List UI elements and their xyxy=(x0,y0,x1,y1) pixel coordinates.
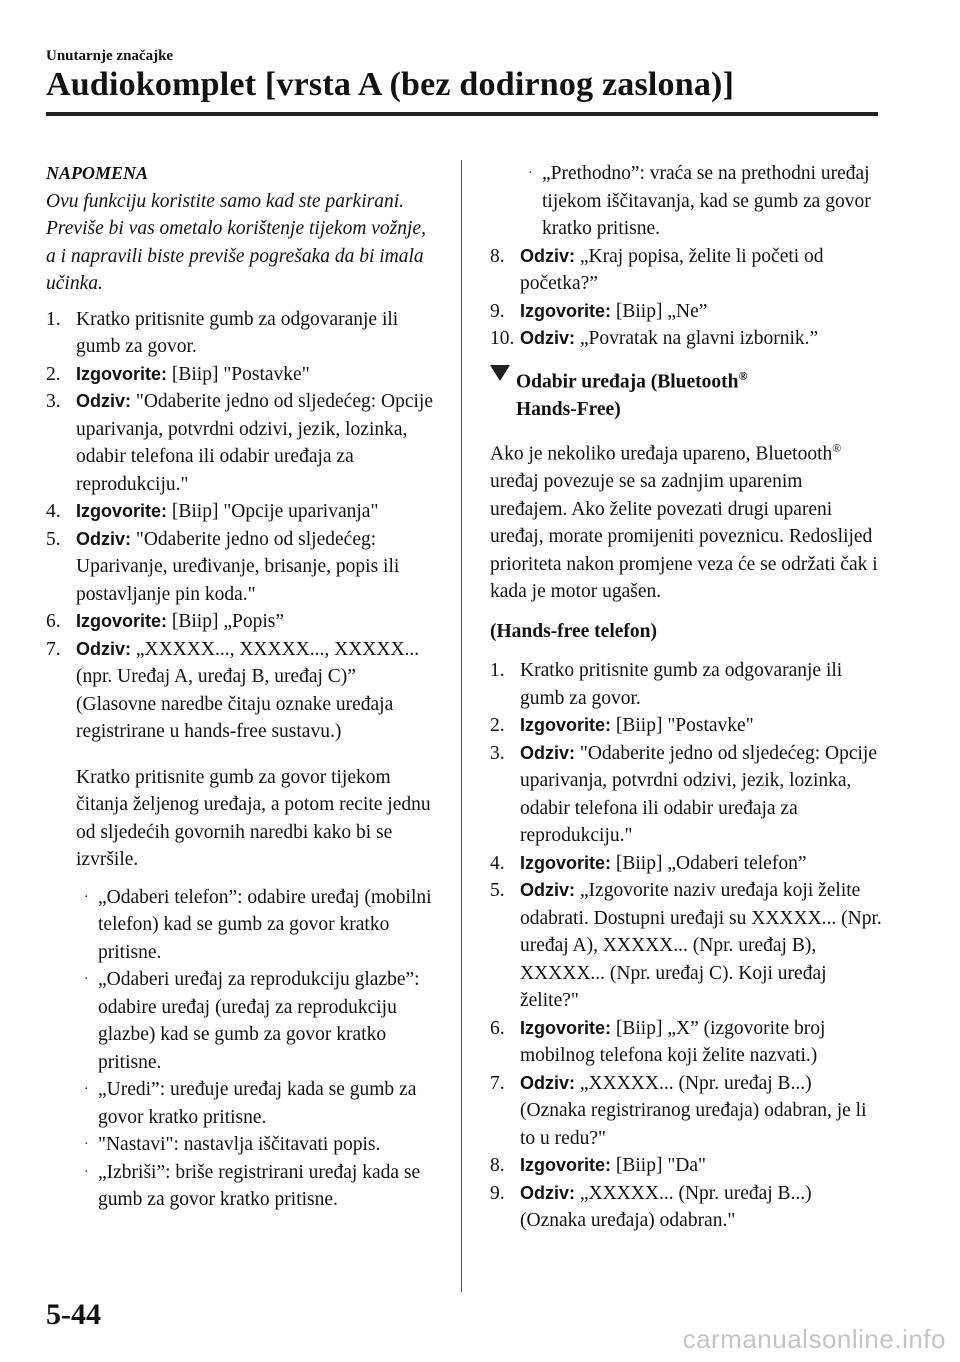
bullet-item xyxy=(46,1159,438,1214)
bullet-dot-icon: · xyxy=(84,972,89,987)
step-number: 5. xyxy=(46,528,61,550)
bullet-item xyxy=(490,160,882,243)
step-label: Odziv: xyxy=(76,638,132,659)
step-label: Izgovorite: xyxy=(520,300,612,321)
step-number: 1. xyxy=(46,308,61,330)
step-item xyxy=(490,243,882,298)
step-number: 6. xyxy=(490,1017,505,1039)
step-item xyxy=(490,1070,882,1153)
step-item xyxy=(46,526,438,609)
intro-text-cont: uređaj povezuje se sa zadnjim uparenim uređajem. Ako želite povezati drugi upareni uređaj, morate promijeniti poveznicu. Redoslijed prioriteta nakon promjene veza će se održati čak i kada je motor ugašen. xyxy=(490,471,878,602)
step-item xyxy=(490,740,882,850)
watermark-text: carmanualsonline.info xyxy=(682,1324,946,1354)
bullet-text: „Prethodno”: vraća se na prethodni uređaj tijekom iščitavanja, kad se gumb za govor kratko pritisne. xyxy=(542,163,871,239)
step-number: 2. xyxy=(46,363,61,385)
step-number: 4. xyxy=(490,852,505,874)
step-text: "Odaberite jedno od sljedećeg: Uparivanje, uređivanje, brisanje, popis ili postavljanje pin koda." xyxy=(76,528,400,605)
step-text: [Biip] „Ne” xyxy=(611,300,708,322)
header-divider xyxy=(46,112,878,116)
step-number: 4. xyxy=(46,501,61,522)
step-text: [Biip] "Opcije uparivanja" xyxy=(167,501,379,522)
right-column xyxy=(490,160,882,1235)
step-text: „Kraj popisa, želite li početi od početka?” xyxy=(520,245,824,294)
bullet-text: "Nastavi": nastavlja iščitavati popis. xyxy=(98,1134,381,1155)
step-number: 8. xyxy=(490,1155,505,1176)
step-label: Odziv: xyxy=(76,528,132,549)
step-label: Izgovorite: xyxy=(520,852,612,873)
step-text: [Biip] "Postavke" xyxy=(167,363,310,385)
page-title: Audiokomplet [vrsta A (bez dodirnog zaslona)] xyxy=(46,66,735,103)
step-number: 8. xyxy=(490,245,505,267)
step-text: „Izgovorite naziv uređaja koji želite odabrati. Dostupni uređaji su XXXXX... (Npr. uređaj A), XXXXX... (Npr. uređaj B), XXXXX... (Npr. uređaj C). Koji uređaj želite?" xyxy=(520,880,882,1011)
step-number: 3. xyxy=(490,742,505,764)
step-paragraph: Kratko pritisnite gumb za govor tijekom čitanja željenog uređaja, a potom recite jednu od sljedećih govornih naredbi kako bi se izvršile. xyxy=(76,766,431,870)
step-text: „Povratak na glavni izbornik.” xyxy=(575,328,819,349)
section-heading xyxy=(490,363,882,424)
intro-paragraph xyxy=(490,435,882,606)
subsection-heading: (Hands-free telefon) xyxy=(490,620,657,642)
step-text: [Biip] „Popis” xyxy=(167,611,285,632)
step-item xyxy=(46,636,438,746)
step-item xyxy=(490,877,882,1015)
bullet-text: „Izbriši”: briše registrirani uređaj kada se gumb za govor kratko pritisne. xyxy=(98,1161,421,1210)
step-label: Odziv: xyxy=(520,1182,576,1203)
step-label: Izgovorite: xyxy=(520,715,612,735)
step-number: 10. xyxy=(490,328,515,349)
step-label: Izgovorite: xyxy=(76,611,168,631)
step-item xyxy=(490,325,882,353)
step-item xyxy=(490,1152,882,1180)
bullet-item xyxy=(46,1076,438,1131)
step-text: Kratko pritisnite gumb za odgovaranje ili gumb za govor. xyxy=(520,660,843,709)
step-item xyxy=(490,850,882,878)
step-text: Kratko pritisnite gumb za odgovaranje ili gumb za govor. xyxy=(76,308,399,357)
bullet-dot-icon: · xyxy=(84,1164,89,1180)
step-item xyxy=(490,1180,882,1235)
step-text: [Biip] „Odaberi telefon” xyxy=(611,852,807,874)
bullet-text: „Odaberi telefon”: odabire uređaj (mobilni telefon) kad se gumb za govor kratko pritisne. xyxy=(98,886,432,963)
step-number: 1. xyxy=(490,660,505,681)
step-item xyxy=(46,306,438,361)
step-number: 9. xyxy=(490,300,505,322)
step-text: „XXXXX... (Npr. uređaj B...) (Oznaka uređaja) odabran." xyxy=(520,1182,812,1231)
bullet-dot-icon: · xyxy=(528,166,533,181)
step-label: Odziv: xyxy=(520,742,576,763)
step-text: "Odaberite jedno od sljedećeg: Opcije uparivanja, potvrdni odzivi, jezik, lozinka, odabir telefona ili odabir uređaja za reprodukciju." xyxy=(520,742,877,846)
step-number: 6. xyxy=(46,611,61,632)
step-item xyxy=(46,361,438,389)
step-number: 3. xyxy=(46,391,61,412)
step-text: „XXXXX..., XXXXX..., XXXXX... (npr. Uređaj A, uređaj B, uređaj C)” (Glasovne naredbe čitaju oznake uređaja registrirane u hands-free sustavu.) xyxy=(76,638,420,742)
registered-mark: ® xyxy=(832,441,842,455)
step-label: Odziv: xyxy=(76,391,132,411)
step-item xyxy=(490,1015,882,1070)
section-heading-text: Odabir uređaja (Bluetooth xyxy=(516,371,739,392)
bullet-dot-icon: · xyxy=(84,889,89,905)
step-number: 5. xyxy=(490,880,505,901)
step-item xyxy=(46,608,438,636)
section-label: Unutarnje značajke xyxy=(46,48,174,64)
column-divider xyxy=(461,160,462,1292)
step-item xyxy=(46,498,438,526)
section-heading-text-cont: Hands-Free) xyxy=(516,398,621,420)
step-number: 7. xyxy=(490,1072,505,1094)
step-item xyxy=(490,657,882,712)
note-title: NAPOMENA xyxy=(46,163,149,183)
step-label: Izgovorite: xyxy=(520,1017,612,1038)
note-body: Ovu funkciju koristite samo kad ste parkirani. Previše bi vas ometalo korištenje tijekom vožnje, a i napravili biste previše pogrešaka da bi imala učinka. xyxy=(46,190,426,294)
step-number: 9. xyxy=(490,1182,505,1204)
bullet-text: „Uredi”: uređuje uređaj kada se gumb za govor kratko pritisne. xyxy=(98,1079,417,1128)
step-label: Izgovorite: xyxy=(520,1155,612,1175)
intro-text: Ako je nekoliko uređaja upareno, Bluetooth xyxy=(490,443,833,465)
step-text: „XXXXX... (Npr. uređaj B...) (Oznaka registriranog uređaja) odabran, je li to u redu?" xyxy=(520,1072,867,1149)
step-label: Odziv: xyxy=(520,245,576,266)
triangle-down-icon xyxy=(490,365,510,381)
bullet-text: „Odaberi uređaj za reprodukciju glazbe”: odabire uređaj (uređaj za reprodukciju glazbe) kad se gumb za govor kratko pritisne. xyxy=(98,969,420,1073)
step-item xyxy=(490,712,882,740)
page-number: 5-44 xyxy=(46,1298,101,1331)
step-text: [Biip] „X” (izgovorite broj mobilnog telefona koji želite nazvati.) xyxy=(520,1017,826,1066)
step-label: Izgovorite: xyxy=(76,501,168,521)
left-column xyxy=(46,160,438,1214)
bullet-item xyxy=(46,966,438,1076)
step-item xyxy=(46,388,438,498)
step-text: [Biip] "Postavke" xyxy=(611,715,754,736)
step-number: 2. xyxy=(490,715,505,736)
step-text: "Odaberite jedno od sljedećeg: Opcije uparivanja, potvrdni odzivi, jezik, lozinka, odabir telefona ili odabir uređaja za reprodukciju." xyxy=(76,391,433,495)
bullet-item xyxy=(46,884,438,967)
step-label: Izgovorite: xyxy=(76,363,168,384)
step-label: Odziv: xyxy=(520,880,576,900)
step-item xyxy=(490,298,882,326)
bullet-item xyxy=(46,1131,438,1159)
step-number: 7. xyxy=(46,638,61,660)
registered-mark: ® xyxy=(738,368,748,383)
bullet-dot-icon: · xyxy=(84,1137,89,1152)
step-text: [Biip] "Da" xyxy=(611,1155,707,1176)
step-label: Odziv: xyxy=(520,1072,576,1093)
bullet-dot-icon: · xyxy=(84,1082,89,1097)
step-label: Odziv: xyxy=(520,328,576,348)
note-box xyxy=(46,160,438,298)
